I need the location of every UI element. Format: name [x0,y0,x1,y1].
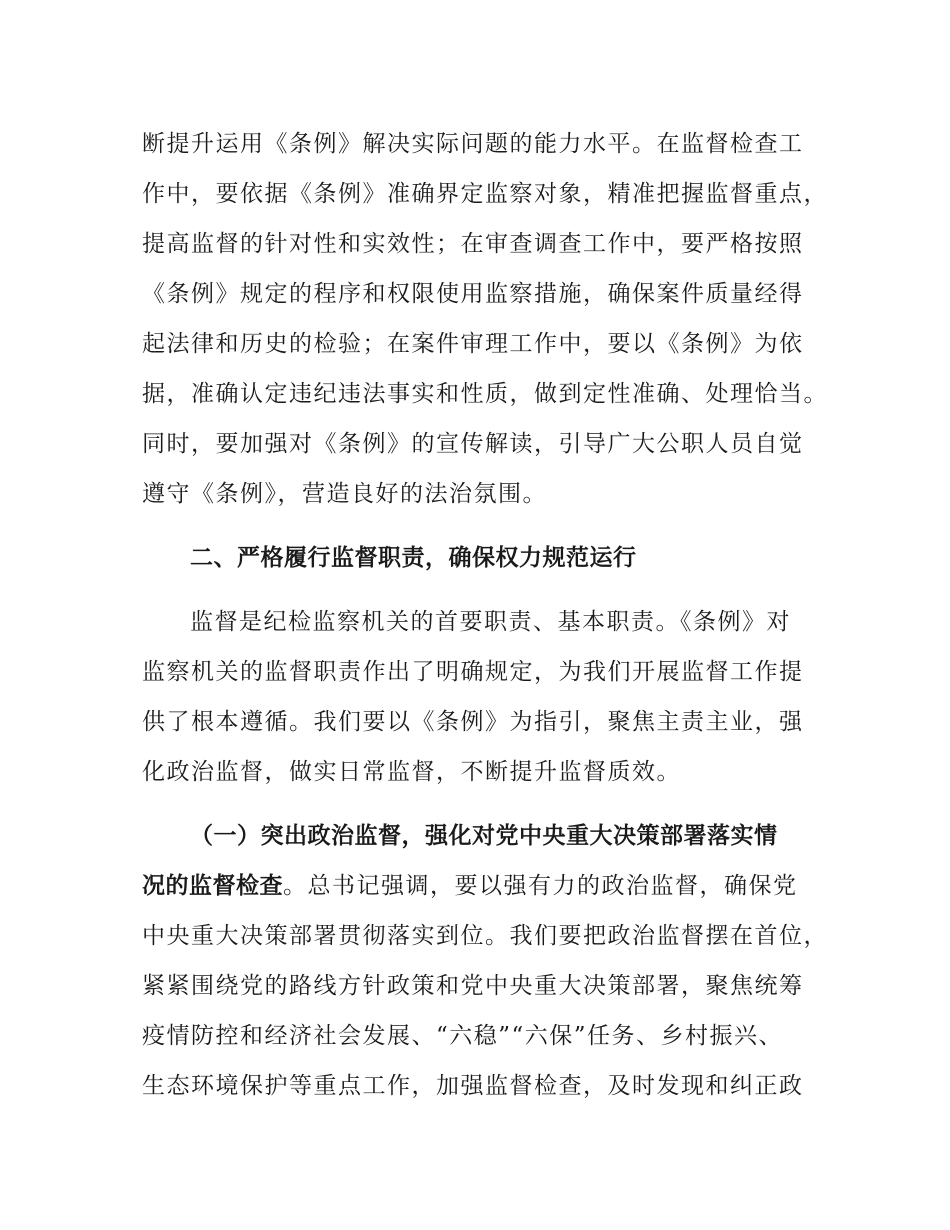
paragraph-line: 提高监督的针对性和实效性；在审查调查工作中，要严格按照 [142,231,804,257]
paragraph-line: 《条例》规定的程序和权限使用监察措施，确保案件质量经得 [142,281,804,307]
paragraph-line: 起法律和历史的检验；在案件审理工作中，要以《条例》为依 [142,331,804,357]
paragraph-line: 作中，要依据《条例》准确界定监察对象，精准把握监督重点， [142,181,828,207]
paragraph-line: 化政治监督，做实日常监督，不断提升监督质效。 [142,759,681,785]
paragraph-line: 同时，要加强对《条例》的宣传解读，引导广大公职人员自觉 [142,431,804,457]
paragraph-line: 紧紧围绕党的路线方针政策和党中央重大决策部署，聚焦统筹 [142,973,804,999]
paragraph-line: 生态环境保护等重点工作，加强监督检查，及时发现和纠正政 [142,1073,804,1099]
paragraph-line: 遵守《条例》，营造良好的法治氛围。 [142,481,547,507]
paragraph-line: 监督是纪检监察机关的首要职责、基本职责。《条例》对 [190,609,791,635]
paragraph-line: 据，准确认定违纪违法事实和性质，做到定性准确、处理恰当。 [142,381,828,407]
paragraph-line [142,866,832,906]
paragraph-text: 。总书记强调，要以强有力的政治监督，确保党 [283,873,798,899]
subsection-heading: （一）突出政治监督，强化对党中央重大决策部署落实情 [190,823,778,849]
paragraph-line: 断提升运用《条例》解决实际问题的能力水平。在监督检查工 [142,131,804,157]
paragraph-line: 中央重大决策部署贯彻落实到位。我们要把政治监督摆在首位， [142,923,828,949]
section-heading: 二、严格履行监督职责，确保权力规范运行 [190,545,637,571]
subsection-heading-continuation: 况的监督检查 [142,873,283,899]
paragraph-line: 供了根本遵循。我们要以《条例》为指引，聚焦主责主业，强 [142,709,804,735]
paragraph-line: 监察机关的监督职责作出了明确规定，为我们开展监督工作提 [142,659,804,685]
paragraph-line: 疫情防控和经济社会发展、“六稳”“六保”任务、乡村振兴、 [142,1023,784,1049]
